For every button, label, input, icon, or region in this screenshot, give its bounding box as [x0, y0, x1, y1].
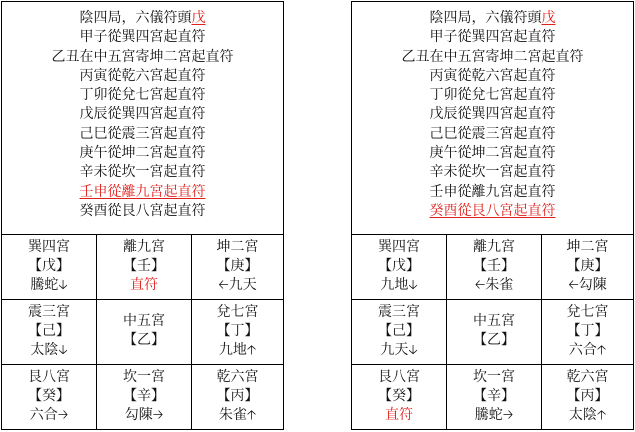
arrow-up-icon: 🡡 — [246, 343, 257, 358]
rule-title-head: 戊 — [191, 10, 206, 26]
palace-grid — [352, 235, 633, 429]
palace-name: 乾六宮 — [566, 369, 609, 385]
palace-cell — [96, 235, 191, 299]
palace-god: 太陰 — [568, 407, 597, 423]
rule-line: 戊辰從巽四宮起直符 — [79, 106, 206, 123]
palace-stem: 【己】 — [378, 323, 420, 339]
palace-god-highlighted: 直符 — [385, 407, 413, 423]
palace-name: 兌七宮 — [566, 304, 609, 320]
palace-god: 勾陳 — [124, 407, 153, 423]
palace-stem: 【壬】 — [473, 258, 515, 274]
rule-line: 甲子從巽四宮起直符 — [429, 29, 556, 46]
palace-cell — [96, 300, 191, 364]
rule-title-text: 陰四局，六儀符頭 — [429, 10, 542, 26]
arrow-left-icon: 🡠 — [474, 278, 486, 293]
arrow-up-icon: 🡡 — [596, 343, 607, 358]
palace-name: 中五宮 — [473, 313, 515, 329]
palace-name: 離九宮 — [123, 239, 165, 255]
palace-stem: 【庚】 — [566, 258, 609, 274]
palace-grid — [2, 235, 283, 429]
rule-line: 己巳從震三宮起直符 — [79, 125, 206, 142]
palace-cell — [352, 300, 446, 364]
arrow-down-icon: 🡣 — [408, 343, 418, 358]
rule-title-head: 戊 — [541, 10, 556, 26]
palace-stem: 【丙】 — [566, 388, 609, 404]
palace-stem: 【癸】 — [378, 388, 420, 404]
arrow-right-icon: 🡢 — [502, 408, 514, 423]
palace-name: 巽四宮 — [28, 239, 70, 255]
arrow-right-icon: 🡢 — [152, 408, 164, 423]
palace-cell — [446, 300, 541, 364]
palace-cell — [352, 365, 446, 429]
palace-stem: 【壬】 — [123, 258, 165, 274]
palace-name: 中五宮 — [123, 313, 165, 329]
palace-god: 太陰 — [30, 342, 59, 358]
rule-line: 辛未從坎一宮起直符 — [429, 164, 556, 181]
palace-god: 九天 — [380, 342, 409, 358]
palace-name: 坎一宮 — [473, 369, 515, 385]
palace-name: 乾六宮 — [216, 369, 259, 385]
arrow-down-icon: 🡣 — [58, 343, 68, 358]
palace-cell — [446, 365, 541, 429]
rule-line: 丙寅從乾六宮起直符 — [79, 67, 206, 84]
palace-cell — [2, 235, 96, 299]
palace-god-highlighted: 直符 — [130, 277, 158, 293]
palace-stem: 【庚】 — [216, 258, 259, 274]
palace-god: 六合 — [568, 342, 597, 358]
palace-god: 九天 — [228, 277, 257, 293]
palace-stem: 【乙】 — [123, 332, 165, 348]
palace-name: 震三宮 — [378, 304, 420, 320]
left-panel — [1, 1, 284, 430]
rule-line: 壬申從離九宮起直符 — [429, 183, 556, 200]
palace-cell — [191, 235, 283, 299]
palace-name: 艮八宮 — [378, 369, 420, 385]
palace-name: 坎一宮 — [123, 369, 165, 385]
palace-cell — [2, 365, 96, 429]
rule-line: 甲子從巽四宮起直符 — [79, 29, 206, 46]
rule-line: 戊辰從巽四宮起直符 — [429, 106, 556, 123]
rule-line: 丁卯從兌七宮起直符 — [79, 87, 206, 104]
palace-stem: 【癸】 — [28, 388, 70, 404]
right-panel — [351, 1, 634, 430]
arrow-up-icon: 🡡 — [596, 408, 607, 423]
palace-god: 勾陳 — [578, 277, 607, 293]
arrow-right-icon: 🡢 — [57, 408, 69, 423]
arrow-up-icon: 🡡 — [246, 408, 257, 423]
rule-line: 庚午從坤二宮起直符 — [429, 145, 556, 162]
palace-stem: 【丁】 — [216, 323, 259, 339]
rule-title — [352, 9, 633, 28]
palace-god: 騰蛇 — [30, 277, 59, 293]
palace-stem: 【辛】 — [123, 388, 165, 404]
palace-stem: 【己】 — [28, 323, 70, 339]
rule-title-text: 陰四局，六儀符頭 — [79, 10, 192, 26]
rule-title — [2, 9, 283, 28]
rules-list — [2, 2, 283, 235]
palace-god: 騰蛇 — [474, 407, 503, 423]
rules-list — [352, 2, 633, 235]
palace-cell — [96, 365, 191, 429]
palace-god: 朱雀 — [485, 277, 514, 293]
palace-cell — [541, 300, 633, 364]
rule-line: 癸酉從艮八宮起直符 — [79, 202, 206, 219]
palace-name: 兌七宮 — [216, 304, 259, 320]
rule-line-highlighted: 癸酉從艮八宮起直符 — [429, 202, 556, 219]
palace-cell — [191, 300, 283, 364]
palace-stem: 【辛】 — [473, 388, 515, 404]
palace-stem: 【乙】 — [473, 332, 515, 348]
rule-line-highlighted: 壬申從離九宮起直符 — [79, 183, 206, 200]
rule-line: 丙寅從乾六宮起直符 — [429, 67, 556, 84]
rule-line: 乙丑在中五宮寄坤二宮起直符 — [51, 48, 234, 65]
palace-god: 九地 — [380, 277, 409, 293]
palace-cell — [541, 365, 633, 429]
rule-line: 乙丑在中五宮寄坤二宮起直符 — [401, 48, 584, 65]
palace-stem: 【戊】 — [28, 258, 70, 274]
palace-god: 朱雀 — [218, 407, 247, 423]
arrow-down-icon: 🡣 — [408, 278, 418, 293]
arrow-down-icon: 🡣 — [58, 278, 68, 293]
palace-cell — [541, 235, 633, 299]
palace-name: 震三宮 — [28, 304, 70, 320]
rule-line: 庚午從坤二宮起直符 — [79, 145, 206, 162]
rule-line: 己巳從震三宮起直符 — [429, 125, 556, 142]
palace-cell — [446, 235, 541, 299]
palace-cell — [2, 300, 96, 364]
palace-name: 離九宮 — [473, 239, 515, 255]
palace-name: 坤二宮 — [216, 239, 259, 255]
palace-god: 六合 — [29, 407, 58, 423]
palace-name: 巽四宮 — [378, 239, 420, 255]
palace-stem: 【丙】 — [216, 388, 259, 404]
palace-cell — [191, 365, 283, 429]
arrow-left-icon: 🡠 — [568, 278, 579, 293]
rule-line: 辛未從坎一宮起直符 — [79, 164, 206, 181]
palace-stem: 【戊】 — [378, 258, 420, 274]
palace-name: 艮八宮 — [28, 369, 70, 385]
palace-name: 坤二宮 — [566, 239, 609, 255]
palace-god: 九地 — [218, 342, 247, 358]
rule-line: 丁卯從兌七宮起直符 — [429, 87, 556, 104]
palace-stem: 【丁】 — [566, 323, 609, 339]
arrow-left-icon: 🡠 — [218, 278, 229, 293]
palace-cell — [352, 235, 446, 299]
